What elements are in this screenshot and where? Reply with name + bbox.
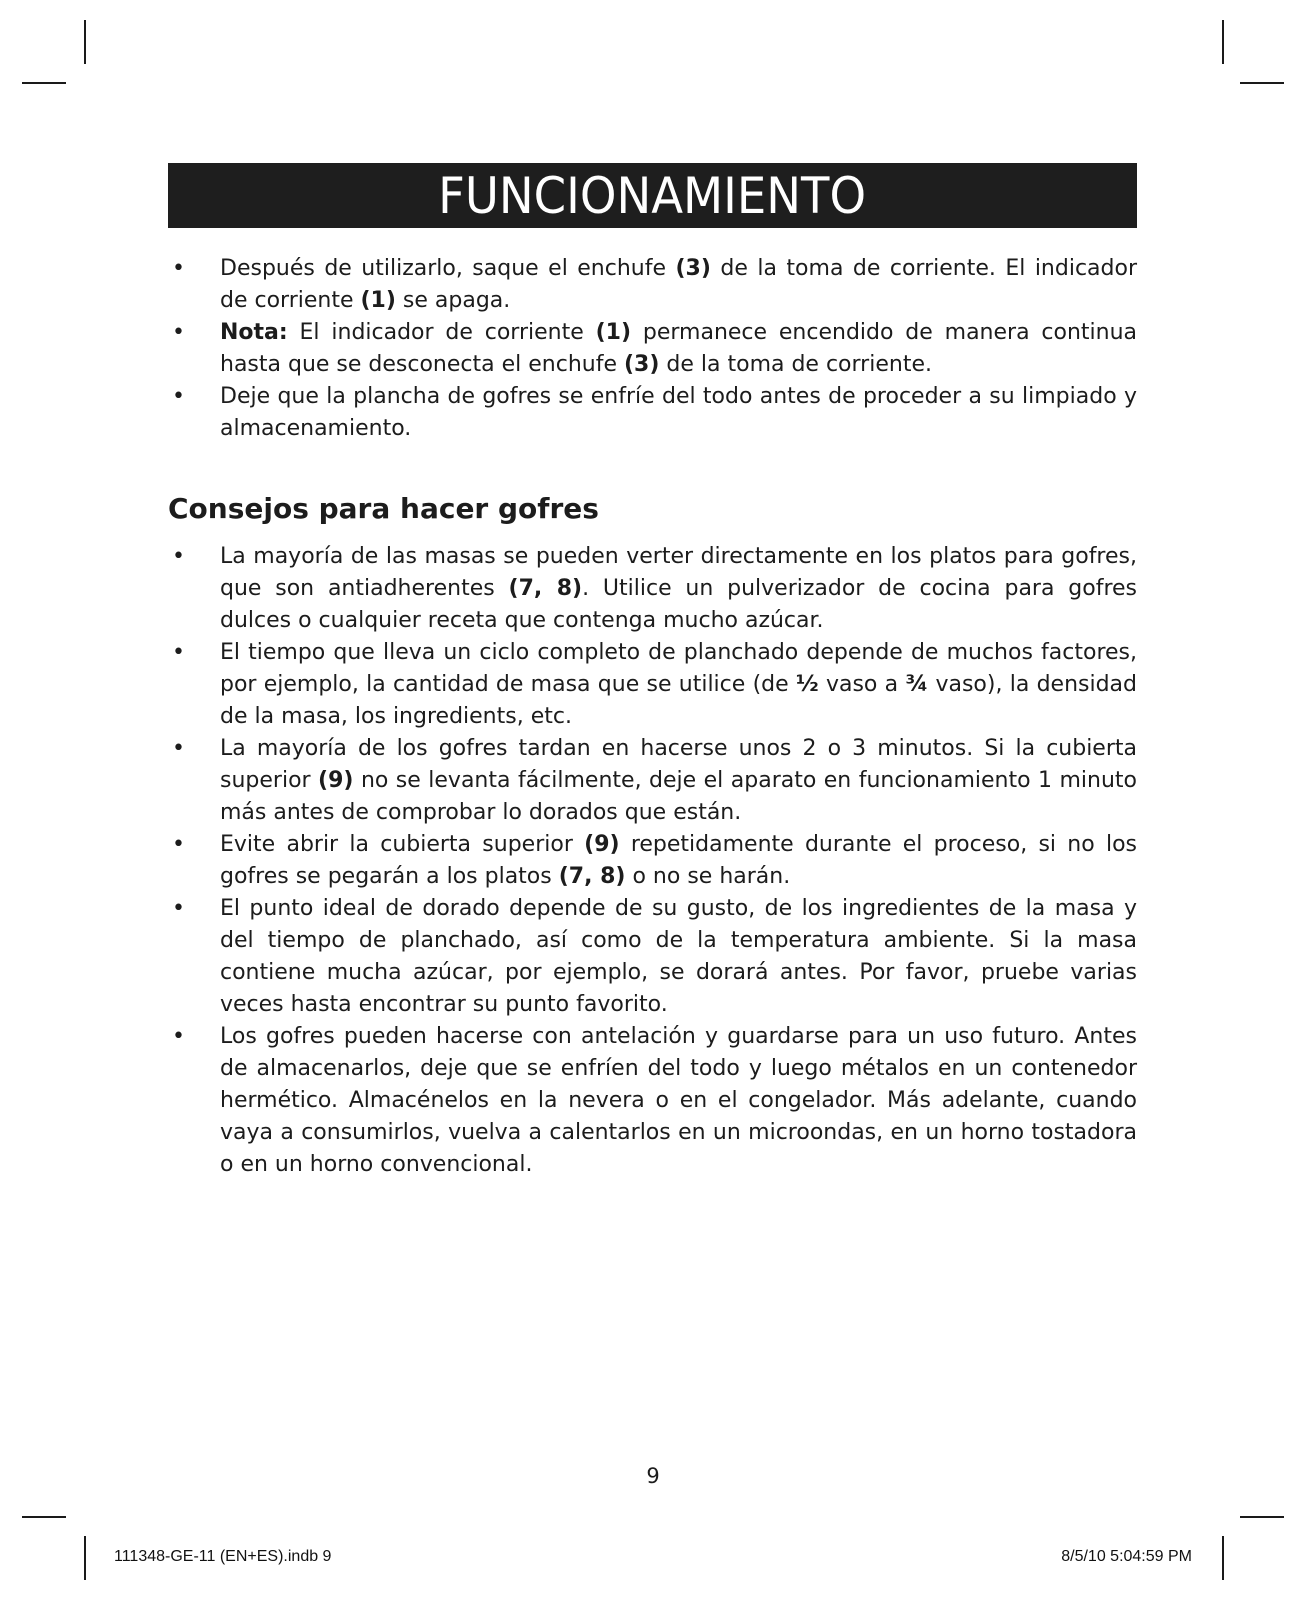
text-run: La mayoría de los gofres tardan en hacerse unos 2 o 3 minutos. Si la cubierta superior [220,736,1137,793]
crop-mark [84,20,86,64]
bold-text-run: (7, 8) [558,864,626,889]
list-item [168,1021,1137,1181]
text-run: no se levanta fácilmente, deje el aparato en funcionamiento 1 minuto más antes de comprobar lo dorados que están. [220,768,1138,825]
tips-heading: Consejos para hacer gofres [168,492,599,525]
list-item [168,253,1137,317]
text-run: vaso a [818,672,906,697]
bold-text-run: ¾ [905,672,929,697]
list-item [168,637,1137,733]
crop-mark [1222,1536,1224,1580]
bullet-icon: • [172,320,185,345]
crop-mark [84,1536,86,1580]
text-run: o no se harán. [625,864,791,889]
crop-mark [1240,1516,1284,1518]
text-run: Los gofres pueden hacerse con antelación y guardarse para un uso futuro. Antes de almacenarlos, deje que se enfríen del todo y luego métalos en un contenedor hermético. Almacénelos en la nevera o en el congelador. Más adelante, cuando vaya a consumirlos, vuelva a calentarlos en un microondas, en un horno tostadora o en un horno convencional. [220,1024,1137,1177]
text-run: Evite abrir la cubierta superior [220,832,585,857]
text-run: Deje que la plancha de gofres se enfríe del todo antes de proceder a su limpiado y almacenamiento. [220,384,1137,441]
text-run: El indicador de corriente [287,320,596,345]
file-slug: 111348-GE-11 (EN+ES).indb 9 [114,1548,332,1565]
bullet-icon: • [172,832,185,857]
section-title: FUNCIONAMIENTO [438,166,867,225]
bold-text-run: (3) [675,256,711,281]
bold-text-run: (9) [318,768,354,793]
list-item [168,317,1137,381]
bullet-icon: • [172,736,185,761]
bullet-icon: • [172,640,185,665]
section-header [168,163,1137,228]
text-run: El tiempo que lleva un ciclo completo de planchado depende de muchos factores, por ejemplo, la cantidad de masa que se utilice (de [220,640,1137,697]
bold-text-run: Nota: [220,320,288,345]
crop-mark [1222,20,1224,64]
bullet-icon: • [172,384,185,409]
bullet-icon: • [172,896,185,921]
tips-bullet-list [168,541,1137,1181]
list-item [168,829,1137,893]
text-run: El punto ideal de dorado depende de su gusto, de los ingredientes de la masa y del tiempo de planchado, así como de la temperatura ambiente. Si la masa contiene mucha azúcar, por ejemplo, se dorará antes. Por favor, pruebe varias veces hasta encontrar su punto favorito. [220,896,1137,1017]
crop-mark [22,1516,66,1518]
bold-text-run: (3) [623,352,660,377]
text-run: vaso), la densidad de la masa, los ingredients, etc. [220,672,1137,729]
intro-bullet-list [168,253,1137,445]
text-run: de la toma de corriente. El indicador de corriente [220,256,1138,313]
bold-text-run: (1) [595,320,632,345]
print-timestamp: 8/5/10 5:04:59 PM [1061,1548,1192,1565]
crop-mark [1240,82,1284,84]
list-item [168,381,1137,445]
list-item [168,733,1137,829]
bullet-icon: • [172,544,185,569]
text-run: Después de utilizarlo, saque el enchufe [220,256,676,281]
bold-text-run: (7, 8) [508,576,583,601]
list-item [168,893,1137,1021]
text-run: se apaga. [395,288,511,313]
crop-mark [22,82,66,84]
bullet-icon: • [172,256,185,281]
bold-text-run: ½ [795,672,819,697]
bold-text-run: (1) [360,288,396,313]
text-run: . Utilice un pulverizador de cocina para gofres dulces o cualquier receta que contenga mucho azúcar. [220,576,1138,633]
text-run: de la toma de corriente. [659,352,932,377]
list-item [168,541,1137,637]
text-run: La mayoría de las masas se pueden verter directamente en los platos para gofres, que son antiadherentes [220,544,1137,601]
text-run: permanece encendido de manera continua hasta que se desconecta el enchufe [220,320,1137,377]
bold-text-run: (9) [584,832,620,857]
bullet-icon: • [172,1024,185,1049]
text-run: repetidamente durante el proceso, si no los gofres se pegarán a los platos [220,832,1137,889]
page-number: 9 [646,1464,660,1488]
